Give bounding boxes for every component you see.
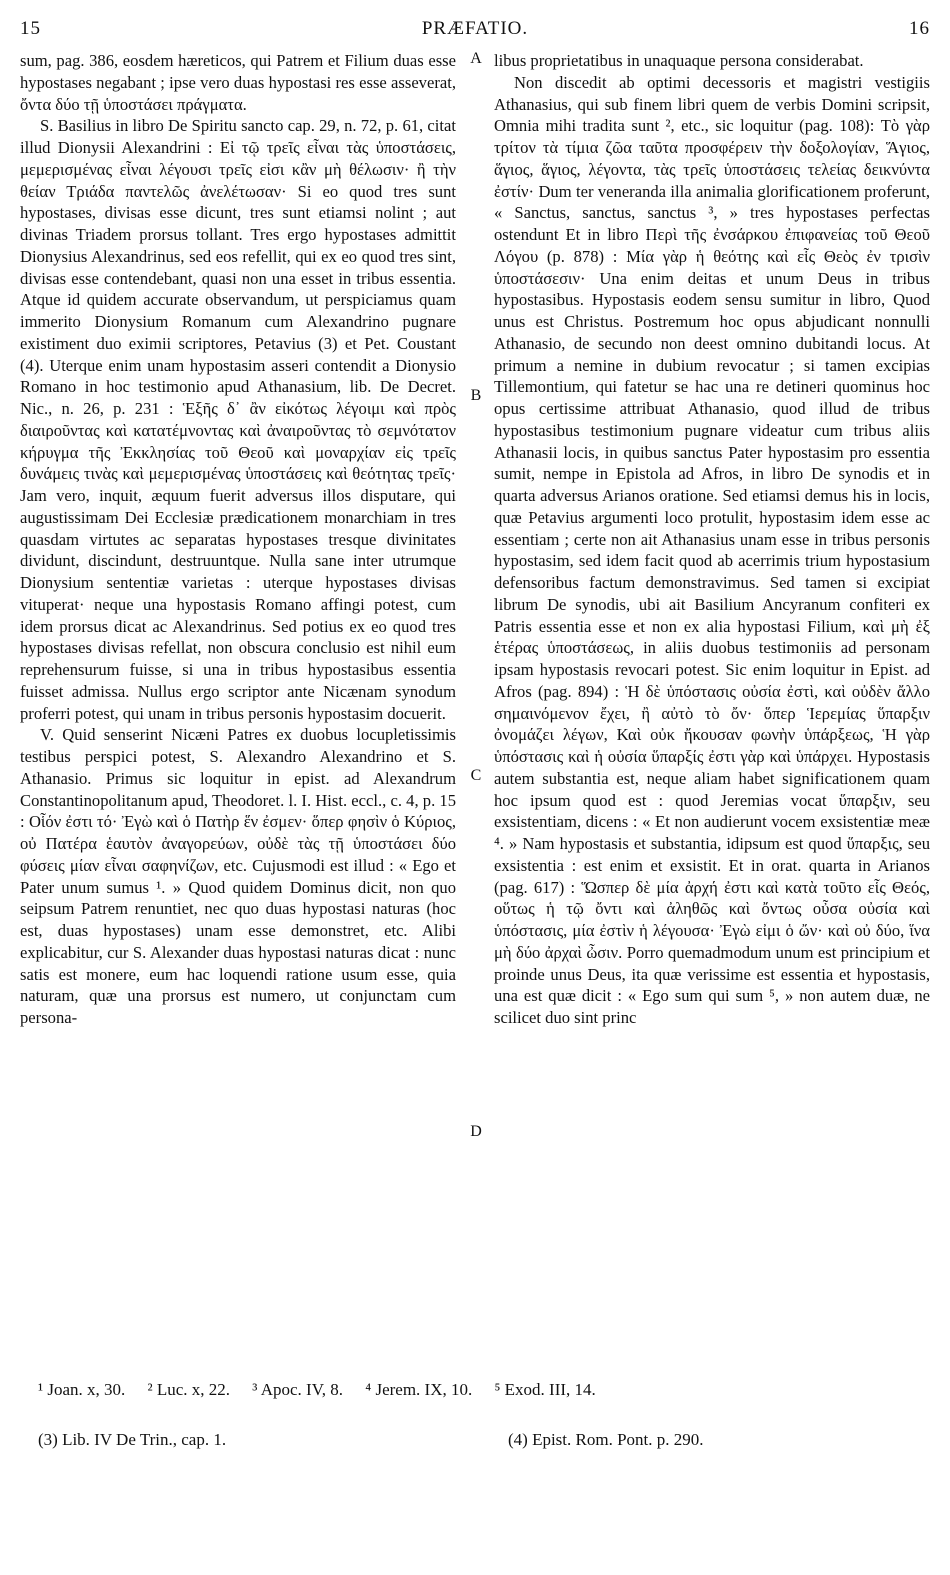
footnote-3: ³ Apoc. IV, 8. [252,1380,344,1399]
page-number-right: 16 [909,18,930,39]
footnote-2: ² Luc. x, 22. [147,1380,231,1399]
right-paragraph-2: Non discedit ab optimi decessoris et magistri vestigiis Athanasius, qui sub finem libri quem de verbis Domini scripsit, Omnia mihi tradita sunt ², etc., sic loquitur (pag. 108): Τὸ γὰρ τρίτον τὰ τίμια ζῶα ταῦτα προσφέρειν τὴν δοξολογίαν, Ἅγιος, ἅγιος, ἅγιος, λέγοντα, τὰς τρεῖς ὑποστάσεις τελείας δεικνύντα ἐστίν· Dum ter veneranda illa animalia glorificationem proferunt, « Sanctus, sanctus, sanctus ³, » tres hypostases perfectas ostendunt Et in libro Περὶ τῆς ἐνσάρκου ἐπιφανείας τοῦ Θεοῦ Λόγου (p. 878) : Μία γὰρ ἡ θεότης καὶ εἷς Θεὸς ἐν τρισὶν ὑποστάσεσιν· Una enim deitas et unum Deus in tribus hypostasibus. Hypostasis eodem sensu sumitur in libro, Quod unus est Christus. Postremum hoc opus abjudicant nonnulli Athanasio, de secundo non deest omnino dubitandi locus. At primum a nemine in dubium revocatur ; si tamen excipias Tillemontium, qui fatetur se hac una re detineri quominus hoc opus certissime attribuat Athanasio, quod illud de tribus hypostasibus testimonium pugnare videatur cum tribus aliis Athanasii locis, in quibus sanctus Pater hypostasim pro essentia sumit, nempe in Epistola ad Afros, in libro De synodis et in quarta adversus Arianos oratione. Sed etiamsi demus his in locis, quæ Petavius argumenti loco protulit, hypostasim idem esse ac essentiam ; certe non ait Athanasius unam esse in tribus personis hypostasim, sed idem facit quod ab acerrimis trium hypostasium defensoribus factum demonstravimus. Sed tamen si excipiat librum De synodis, ubi ait Basilium Ancyranum confiteri ex Patris essentia esse et non ex alia hypostasi Filium, καὶ μὴ ἐξ ἑτέρας ὑποστάσεως, in aliis duobus testimoniis ad personam ipsam hypostasis revocari potest. Sic enim loquitur in Epist. ad Afros (pag. 894) : Ἡ δὲ ὑπόστασις οὐσία ἐστὶ, καὶ οὐδὲν ἄλλο σημαινόμενον ἔχει, ἢ αὐτὸ τὸ ὄν· ὅπερ Ἱερεμίας ὕπαρξιν ὀνομάζει λέγων, Καὶ οὐκ ἤκουσαν φωνὴν ὑπάρξεως, Ἡ γὰρ ὑπόστασις καὶ ἡ οὐσία ὕπαρξίς ἐστι γὰρ καὶ ὑπάρχει. Hypostasis autem substantia est, neque aliam habet significationem quam hoc ipsum quod est : quod Jeremias vocat ὕπαρξιν, seu exsistentiam, dicens : « Et non audierunt vocem exsistentiæ meæ ⁴. » Nam hypostasis et substantia, idipsum est quod ὕπαρξις, seu exsistentia : est enim et exsistit. Et in orat. quarta in Arianos (pag. 617) : Ὥσπερ δὲ μία ἀρχή ἐστι καὶ κατὰ τοῦτο εἷς Θεός, οὕτως ἡ τῷ ὄντι καὶ ἀληθῶς καὶ ὄντως οὖσα οὐσία καὶ ὑπόστασις, μία ἐστὶν ἡ λέγουσα· Ἐγὼ εἰμι ὁ ὤν· καὶ οὐ δύο, ἵνα μὴ δύο ἀρχαὶ ὦσιν. Porro quemadmodum unum est principium et proinde unus Deus, ita quæ verissime est essentia et hypostasis, una est quæ dicit : « Ego sum qui sum ⁵, » non autem duæ, ne scilicet duo sint princ [494,72,930,1027]
page-header [20,18,930,44]
reference-note-3: (3) Lib. IV De Trin., cap. 1. [38,1430,227,1449]
left-column [20,50,456,1368]
left-paragraph-2: S. Basilius in libro De Spiritu sancto cap. 29, n. 72, p. 61, citat illud Dionysii Alexandrini : Εἰ τῷ τρεῖς εἶναι τὰς ὑποστάσεις, μεμερισμένας εἶναι λέγουσι τρεῖς εἰσι κἂν μὴ θέλωσιν· ἢ τὴν θείαν Τριάδα παντελῶς ἀνελέτωσαν· Si eo quod tres sunt hypostases, divisas esse dicunt, tres sunt etiamsi nolint ; aut divinas Triadem prorsus tollant. Tres ergo hypostases admittit Dionysius Alexandrinus, sed eos refellit, qui ex eo quod tres sint, divisas esse contendebant, quasi non una esset in tribus essentia. Atque id quidem accurate observandum, ut perspiciamus quam immerito Dionysium Romanum cum Alexandrino pugnare existiment duo eximii scriptores, Petavius (3) et Pet. Coustant (4). Uterque enim unam hypostasim asseri contendit a Dionysio Romano in hoc testimonio apud Athanasium, lib. De Decret. Nic., n. 26, p. 231 : Ἑξῆς δ᾽ ἂν εἰκότως λέγοιμι καὶ πρὸς διαιροῦντας καὶ κατατέμνοντας καὶ ἀναιροῦντας τὸ σεμνότατον κήρυγμα τῆς Ἐκκλησίας τοῦ Θεοῦ καὶ μοναρχίαν εἰς τρεῖς δυνάμεις τινὰς καὶ μεμερισμένας ὑποστάσεις καὶ θεότητας τρεῖς· Jam vero, inquit, æquum fuerit adversus illos disputare, qui augustissimam Dei Ecclesiæ prædicationem monarchiam in tres quasdam virtutes ac separatas hypostases tresque divinitates dividunt, discindunt, destruuntque. Nulla sane inter utrumque Dionysium sententiæ varietas : uterque hypostases divisas vituperat· neque una hypostasis Romano affingi potest, cum idem prorsus dicat ac Alexandrinus. Sed potius ex eo quod tres hypostases divisas refellat, non obscura conclusio est nihil eum reprehensurum fuisse, si una in tribus hypostasibus essentia fuisset admissa. Nullus ergo scriptor ante Nicænam synodum proferri potest, qui unam in tribus personis hypostasim docuerit. [20,116,456,723]
footnotes [38,1380,930,1404]
footnote-4: ⁴ Jerem. IX, 10. [365,1380,473,1399]
left-paragraph-1: sum, pag. 386, eosdem hæreticos, qui Patrem et Filium duas esse hypostases negabant ; ipse vero duas hypostasi res esse asseverat, ὄντα δύο τῇ ὑποστάσει πράγματα. [20,51,456,114]
running-title: PRÆFATIO. [421,18,529,39]
reference-note-4: (4) Epist. Rom. Pont. p. 290. [508,1430,704,1449]
margin-letter-a: A [470,50,482,67]
margin-letter-c: C [470,767,482,784]
left-paragraph-3: V. Quid senserint Nicæni Patres ex duobus locupletissimis testibus perspici potest, S. Alexandro Alexandrino et S. Athanasio. Primus sic loquitur in epist. ad Alexandrum Constantinopolitanum apud, Theodoret. l. I. Hist. eccl., c. 4, p. 15 : Οἷόν ἐστι τό· Ἐγὼ καὶ ὁ Πατὴρ ἕν ἐσμεν· ὅπερ φησὶν ὁ Κύριος, οὐ Πατέρα ἑαυτὸν ἀναγορεύων, οὐδὲ τὰς τῇ ὑποστάσει δύο φύσεις μίαν εἶναι σαφηνίζων, etc. Cujusmodi est illud : « Ego et Pater unum sumus ¹. » Quod quidem Dominus dicit, non quo seipsum Patrem renuntiet, nec quo duas hypostasi naturas (hoc est, duas hypostases) unam esse demonstret, etc. Alibi explicabitur, cur S. Alexander duas hypostasi naturas dicat : nunc satis est monere, eum hac loquendi ratione usum esse, quia naturam, quæ una prorsus est numero, ut conjunctam cum persona- [20,725,456,1027]
right-column [494,50,930,1368]
footnote-5: ⁵ Exod. III, 14. [494,1380,596,1399]
margin-letter-d: D [470,1123,482,1140]
margin-letter-b: B [470,387,482,404]
right-paragraph-1: libus proprietatibus in unaquaque persona considerabat. [494,51,864,70]
page-number-left: 15 [20,18,41,39]
footnote-1: ¹ Joan. x, 30. [38,1380,126,1399]
reference-notes [38,1430,930,1454]
